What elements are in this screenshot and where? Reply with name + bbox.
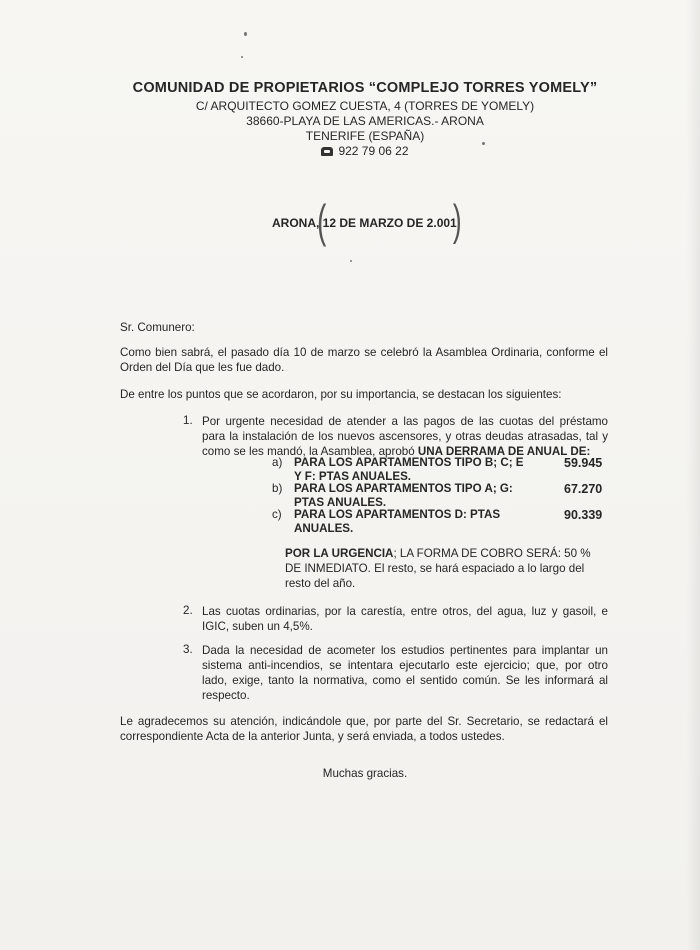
urgency-text: ; LA FORMA DE COBRO SERÁ: 50 % DE INMEDIATO. El resto, se hará espaciado a lo largo del resto del año.	[285, 547, 591, 590]
handwritten-right-bracket: )	[452, 196, 462, 245]
paragraph-intro: Como bien sabrá, el pasado día 10 de marzo se celebró la Asamblea Ordinaria, conforme el Orden del Día que les fue dado.	[120, 346, 608, 374]
item-number: 2.	[183, 604, 193, 617]
scan-speck	[241, 56, 243, 58]
address-line-2: 38660-PLAYA DE LAS AMERICAS.- ARONA	[246, 114, 484, 128]
subitem-amount: 59.945	[564, 456, 603, 470]
closing-thanks: Muchas gracias.	[322, 767, 408, 780]
scan-speck	[244, 32, 247, 36]
closing-paragraph: Le agradecemos su atención, indicándole que, por parte del Sr. Secretario, se redactará el correspondiente Acta de la anterior Junta, y será enviada, a todos ustedes.	[120, 715, 608, 743]
address-line-1: C/ ARQUITECTO GOMEZ CUESTA, 4 (TORRES DE YOMELY)	[195, 99, 535, 113]
subitem-letter: c)	[272, 508, 282, 521]
subitem-a	[272, 456, 612, 484]
subitem-letter: b)	[272, 482, 283, 495]
subitem-amount: 67.270	[564, 482, 603, 496]
address-line-3: TENERIFE (ESPAÑA)	[305, 129, 425, 143]
telephone-icon	[321, 147, 333, 156]
phone-line	[0, 144, 700, 159]
handwritten-left-bracket: (	[317, 195, 327, 247]
subitem-letter: a)	[272, 456, 283, 469]
scan-speck	[482, 142, 485, 145]
item-1-text	[202, 414, 608, 459]
subitem-amount: 90.339	[564, 508, 603, 522]
item-1-body: Por urgente necesidad de atender a las pagos de las cuotas del préstamo para la instalación de los nuevos ascensores, y otras deudas atrasadas, tal y como se les mandó, la Asamblea, aprobó	[202, 415, 608, 458]
letterhead	[0, 80, 700, 159]
item-3-text: Dada la necesidad de acometer los estudios pertinentes para implantar un sistema anti-incendios, se intentara ejecutarlo este ejercicio; que, por otro lado, exige, tanto la normativa, como el sentido común. Se les informará al respecto.	[202, 644, 608, 702]
scan-speck	[350, 260, 352, 262]
subitem-label: PARA LOS APARTAMENTOS D: PTAS ANUALES.	[294, 508, 501, 535]
subitem-c	[272, 508, 612, 536]
subitem-b	[272, 482, 612, 510]
organization-name: COMUNIDAD DE PROPIETARIOS “COMPLEJO TORRES YOMELY”	[132, 80, 598, 96]
subitem-label: PARA LOS APARTAMENTOS TIPO A; G: PTAS ANUALES.	[294, 482, 513, 509]
item-number: 1.	[183, 414, 193, 427]
item-number: 3.	[183, 643, 193, 656]
subitem-label: PARA LOS APARTAMENTOS TIPO B; C; E Y F: PTAS ANUALES.	[294, 456, 524, 483]
item-2-text: Las cuotas ordinarias, por la carestía, entre otros, del agua, luz y gasoil, e IGIC, suben un 4,5%.	[202, 605, 608, 633]
item-1-bold: UNA DERRAMA DE ANUAL DE:	[417, 445, 591, 458]
letter-date	[272, 195, 462, 247]
paragraph-points: De entre los puntos que se acordaron, por su importancia, se destacan los siguientes:	[120, 388, 562, 401]
urgency-note	[285, 546, 608, 591]
date-text: ARONA, 12 DE MARZO DE 2.001	[272, 216, 457, 230]
urgency-bold: POR LA URGENCIA	[285, 547, 394, 560]
salutation: Sr. Comunero:	[120, 321, 195, 334]
phone-number: 922 79 06 22	[338, 144, 409, 158]
